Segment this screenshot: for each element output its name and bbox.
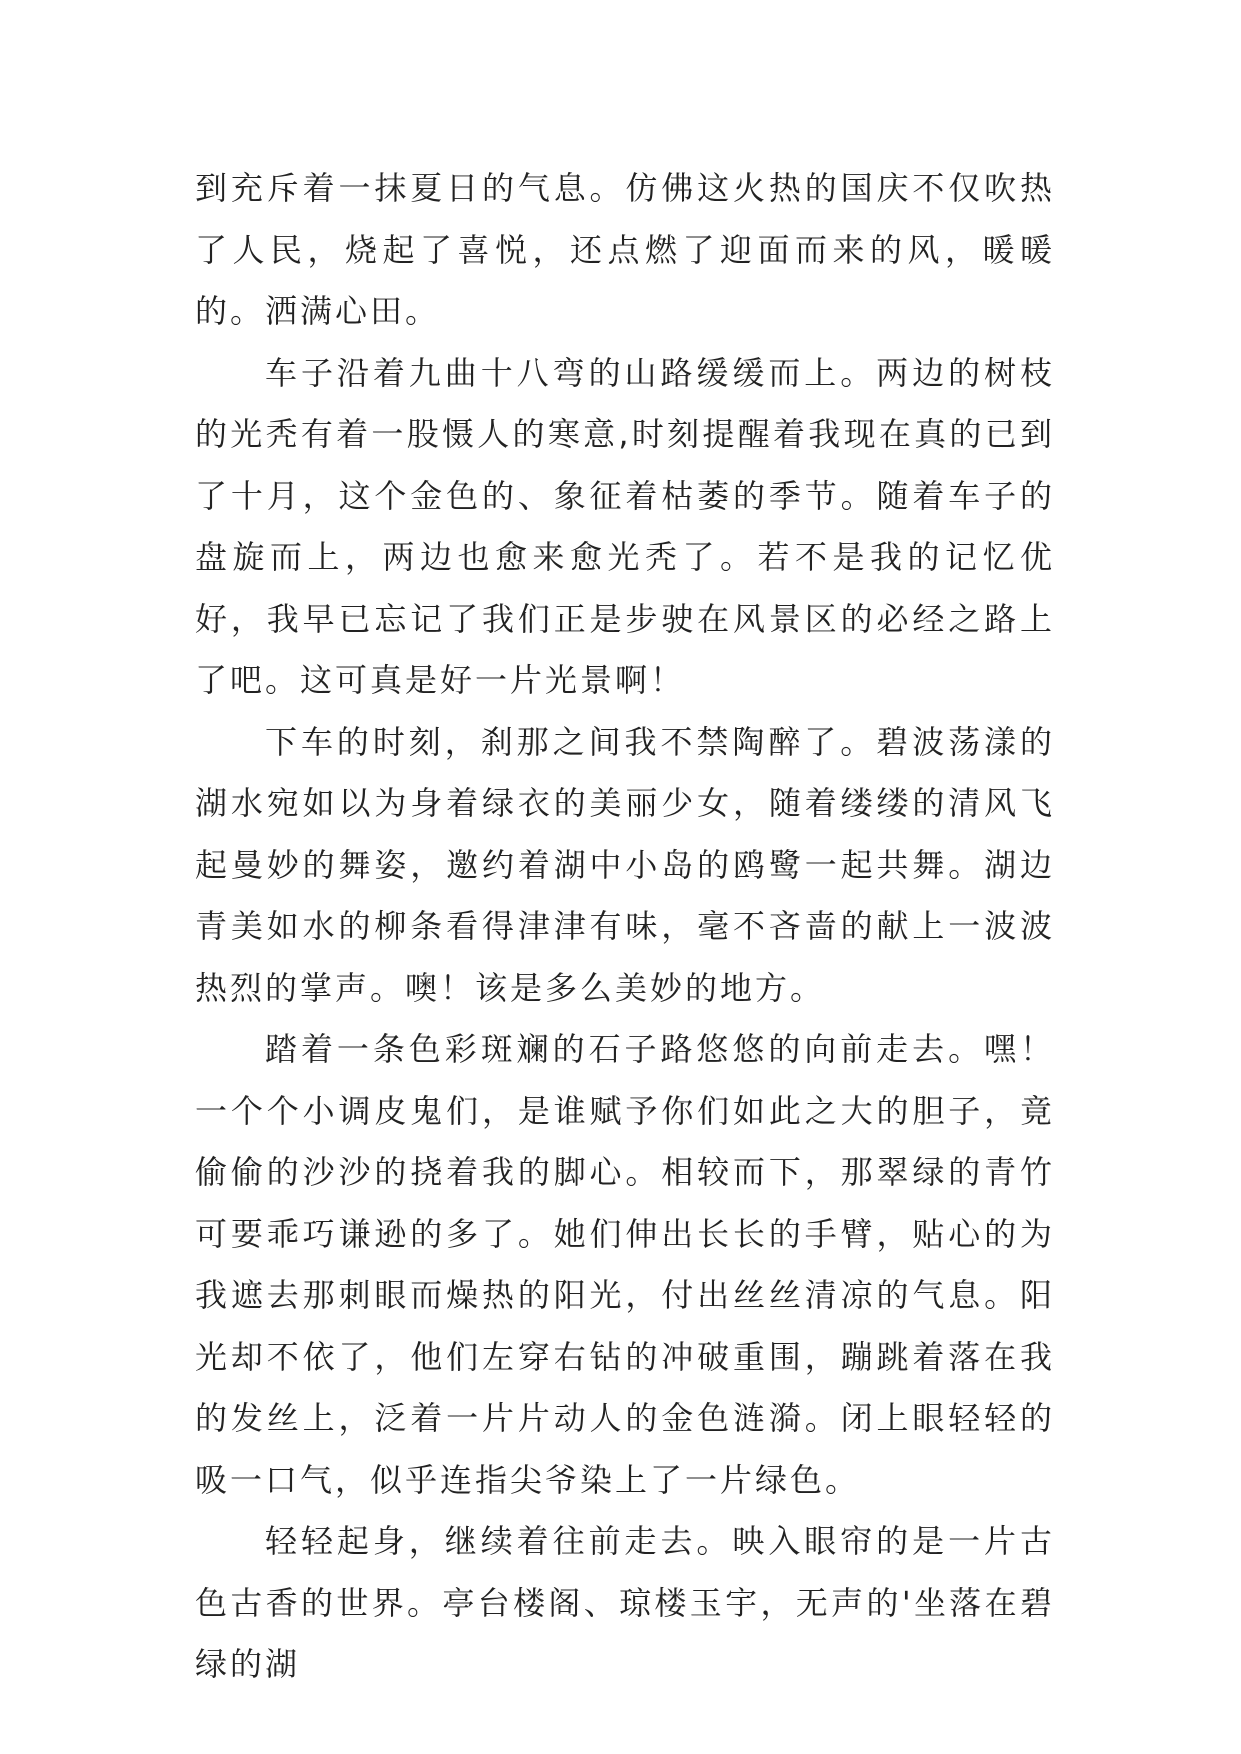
paragraph-2: 车子沿着九曲十八弯的山路缓缓而上。两边的树枝的光秃有着一股慑人的寒意,时刻提醒着我现在真的已到了十月，这个金色的、象征着枯萎的季节。随着车子的盘旋而上，两边也愈来愈光秃了。若不是我的记忆优好，我早已忘记了我们正是步驶在风景区的必经之路上了吧。这可真是好一片光景啊！ <box>195 353 1055 699</box>
document-body <box>195 158 1055 1696</box>
paragraph-5: 轻轻起身，继续着往前走去。映入眼帘的是一片古色古香的世界。亭台楼阁、琼楼玉宇，无声的'坐落在碧绿的湖 <box>195 1522 1055 1683</box>
paragraph-1: 到充斥着一抹夏日的气息。仿佛这火热的国庆不仅吹热了人民，烧起了喜悦，还点燃了迎面而来的风，暖暖的。洒满心田。 <box>195 169 1055 330</box>
paragraph-4: 踏着一条色彩斑斓的石子路悠悠的向前走去。嘿！一个个小调皮鬼们，是谁赋予你们如此之大的胆子，竟偷偷的沙沙的挠着我的脚心。相较而下，那翠绿的青竹可要乖巧谦逊的多了。她们伸出长长的手臂，贴心的为我遮去那刺眼而燥热的阳光，付出丝丝清凉的气息。阳光却不依了，他们左穿右钻的冲破重围，蹦跳着落在我的发丝上，泛着一片片动人的金色涟漪。闭上眼轻轻的吸一口气，似乎连指尖爷染上了一片绿色。 <box>195 1030 1055 1499</box>
paragraph-3: 下车的时刻，刹那之间我不禁陶醉了。碧波荡漾的湖水宛如以为身着绿衣的美丽少女，随着缕缕的清风飞起曼妙的舞姿，邀约着湖中小岛的鸥鹭一起共舞。湖边青美如水的柳条看得津津有味，毫不吝啬的献上一波波热烈的掌声。噢！该是多么美妙的地方。 <box>195 722 1055 1007</box>
